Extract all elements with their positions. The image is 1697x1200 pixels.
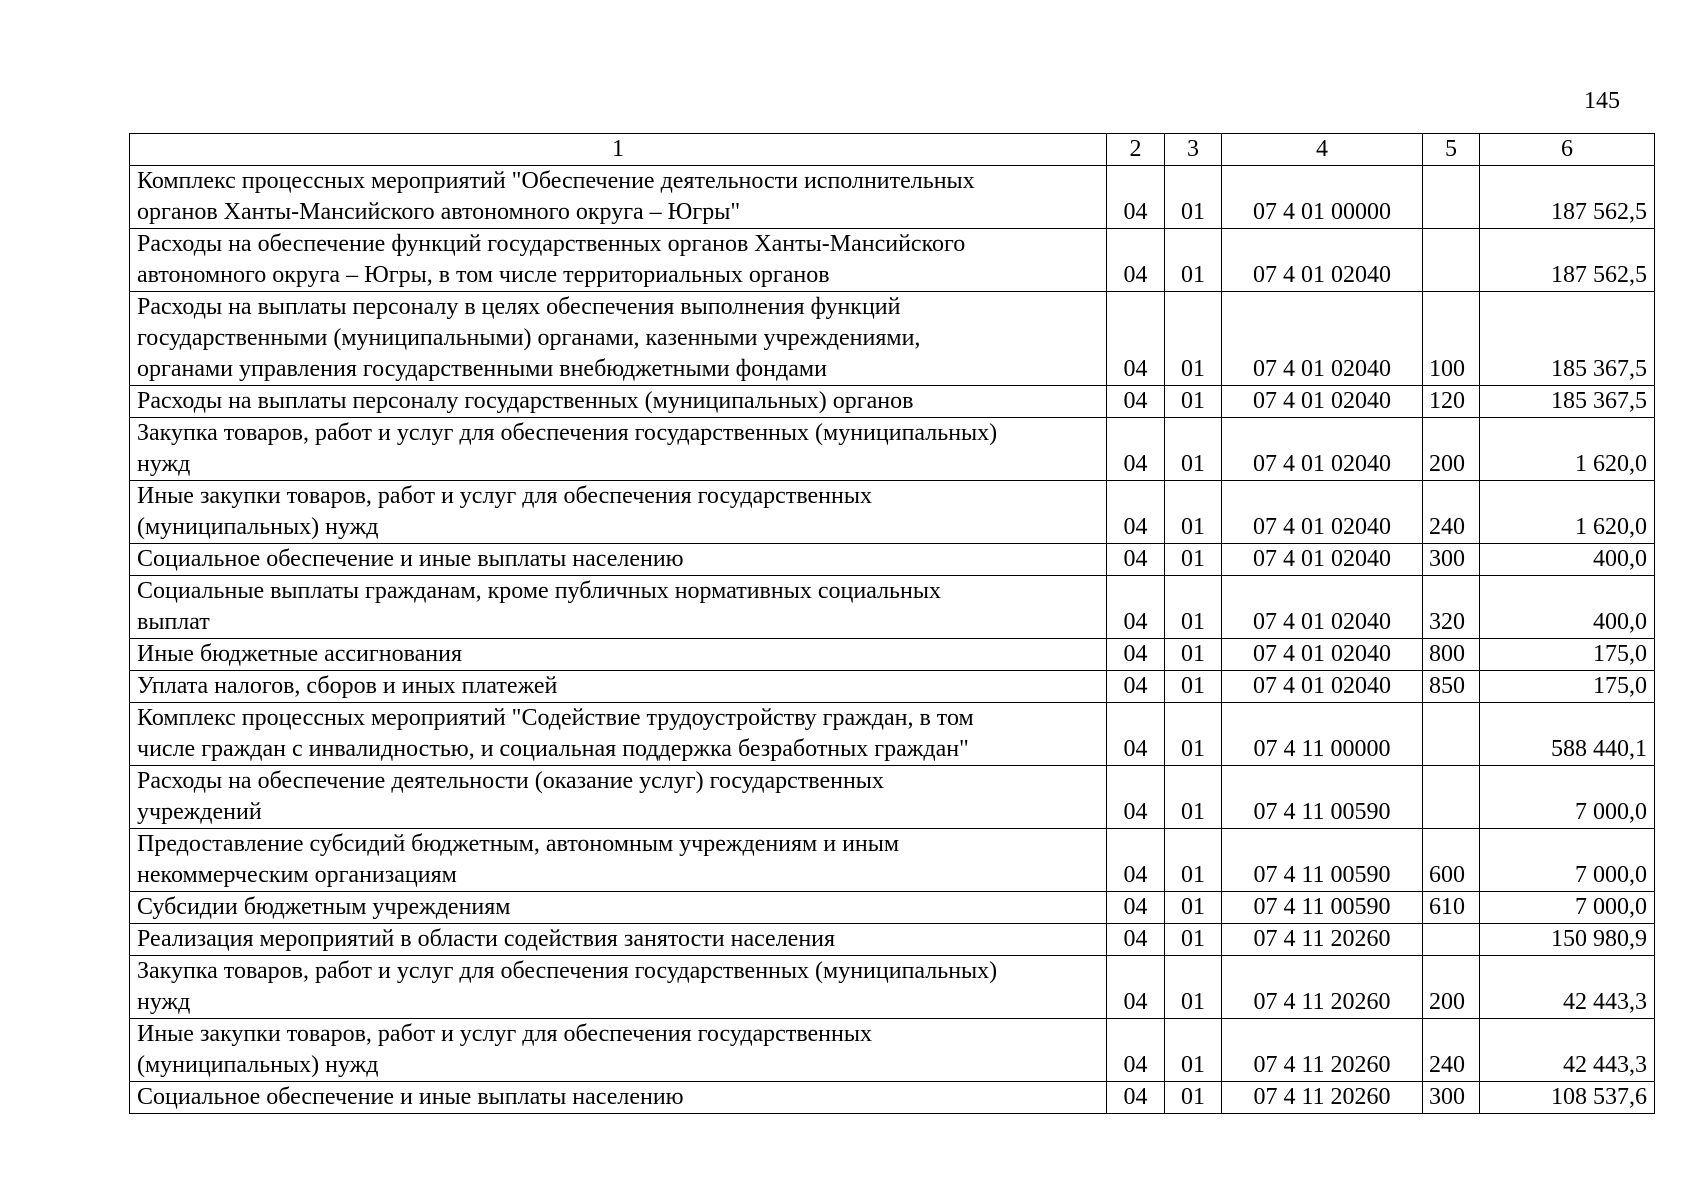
row-description — [130, 292, 1107, 386]
row-amount: 185 367,5 — [1480, 292, 1655, 386]
row-expense-type-code: 240 — [1423, 1019, 1480, 1082]
row-target-article-code: 07 4 11 20260 — [1222, 1082, 1423, 1114]
row-description — [130, 229, 1107, 292]
row-subsection-code: 01 — [1165, 576, 1222, 639]
table-row — [130, 829, 1655, 892]
row-description — [130, 481, 1107, 544]
row-subsection-code: 01 — [1165, 292, 1222, 386]
table-header — [130, 134, 1655, 166]
row-section-code: 04 — [1107, 671, 1165, 703]
row-amount: 7 000,0 — [1480, 766, 1655, 829]
description-line: Иные закупки товаров, работ и услуг для обеспечения государственных — [137, 1021, 872, 1047]
table-row — [130, 703, 1655, 766]
row-amount: 108 537,6 — [1480, 1082, 1655, 1114]
description-line: числе граждан с инвалидностью, и социальная поддержка безработных граждан" — [137, 736, 969, 762]
row-amount: 1 620,0 — [1480, 481, 1655, 544]
row-section-code: 04 — [1107, 829, 1165, 892]
row-expense-type-code — [1423, 766, 1480, 829]
row-section-code: 04 — [1107, 766, 1165, 829]
row-expense-type-code: 600 — [1423, 829, 1480, 892]
description-line: Расходы на обеспечение деятельности (оказание услуг) государственных — [137, 768, 884, 794]
description-line: (муниципальных) нужд — [137, 514, 379, 540]
row-description — [130, 892, 1107, 924]
description-line: Реализация мероприятий в области содействия занятости населения — [137, 926, 836, 952]
description-line: Предоставление субсидий бюджетным, автономным учреждениям и иным — [137, 831, 900, 857]
table-row — [130, 892, 1655, 924]
row-expense-type-code: 100 — [1423, 292, 1480, 386]
row-subsection-code: 01 — [1165, 829, 1222, 892]
description-line: органов Ханты-Мансийского автономного округа – Югры" — [137, 199, 741, 225]
row-expense-type-code — [1423, 703, 1480, 766]
row-target-article-code: 07 4 11 00000 — [1222, 703, 1423, 766]
row-description — [130, 703, 1107, 766]
description-line: Закупка товаров, работ и услуг для обеспечения государственных (муниципальных) — [137, 958, 998, 984]
row-subsection-code: 01 — [1165, 766, 1222, 829]
row-section-code: 04 — [1107, 292, 1165, 386]
table-row — [130, 1019, 1655, 1082]
column-header-5: 5 — [1423, 134, 1480, 166]
table-row — [130, 292, 1655, 386]
row-amount: 1 620,0 — [1480, 418, 1655, 481]
table-row — [130, 1082, 1655, 1114]
row-section-code: 04 — [1107, 703, 1165, 766]
row-description — [130, 544, 1107, 576]
row-subsection-code: 01 — [1165, 671, 1222, 703]
row-section-code: 04 — [1107, 418, 1165, 481]
page-number: 145 — [1584, 88, 1620, 114]
row-subsection-code: 01 — [1165, 386, 1222, 418]
row-target-article-code: 07 4 11 00590 — [1222, 766, 1423, 829]
description-line: Закупка товаров, работ и услуг для обеспечения государственных (муниципальных) — [137, 420, 998, 446]
row-description — [130, 386, 1107, 418]
row-target-article-code: 07 4 01 02040 — [1222, 292, 1423, 386]
table-body — [130, 166, 1655, 1114]
row-description — [130, 956, 1107, 1019]
row-amount: 588 440,1 — [1480, 703, 1655, 766]
row-expense-type-code: 800 — [1423, 639, 1480, 671]
row-amount: 175,0 — [1480, 639, 1655, 671]
row-expense-type-code: 120 — [1423, 386, 1480, 418]
row-section-code: 04 — [1107, 1082, 1165, 1114]
row-description — [130, 166, 1107, 229]
row-target-article-code: 07 4 01 02040 — [1222, 671, 1423, 703]
row-subsection-code: 01 — [1165, 229, 1222, 292]
column-header-6: 6 — [1480, 134, 1655, 166]
description-line: выплат — [137, 609, 210, 635]
description-line: нужд — [137, 451, 191, 477]
row-section-code: 04 — [1107, 481, 1165, 544]
row-description — [130, 1019, 1107, 1082]
row-description — [130, 671, 1107, 703]
table-row — [130, 418, 1655, 481]
row-amount: 187 562,5 — [1480, 166, 1655, 229]
row-description — [130, 576, 1107, 639]
column-header-2: 2 — [1107, 134, 1165, 166]
row-section-code: 04 — [1107, 1019, 1165, 1082]
header-row — [130, 134, 1655, 166]
description-line: Комплекс процессных мероприятий "Обеспечение деятельности исполнительных — [137, 168, 975, 194]
row-expense-type-code — [1423, 166, 1480, 229]
description-line: Социальные выплаты гражданам, кроме публичных нормативных социальных — [137, 578, 941, 604]
row-section-code: 04 — [1107, 166, 1165, 229]
row-amount: 185 367,5 — [1480, 386, 1655, 418]
row-description — [130, 924, 1107, 956]
row-amount: 187 562,5 — [1480, 229, 1655, 292]
row-target-article-code: 07 4 01 02040 — [1222, 639, 1423, 671]
row-target-article-code: 07 4 01 02040 — [1222, 229, 1423, 292]
row-description — [130, 766, 1107, 829]
description-line: Иные бюджетные ассигнования — [137, 641, 462, 667]
table-row — [130, 671, 1655, 703]
description-line: учреждений — [137, 799, 262, 825]
row-amount: 42 443,3 — [1480, 1019, 1655, 1082]
row-expense-type-code: 300 — [1423, 544, 1480, 576]
description-line: Комплекс процессных мероприятий "Содействие трудоустройству граждан, в том — [137, 705, 974, 731]
row-expense-type-code: 850 — [1423, 671, 1480, 703]
column-header-1: 1 — [130, 134, 1107, 166]
row-description — [130, 418, 1107, 481]
row-section-code: 04 — [1107, 386, 1165, 418]
row-target-article-code: 07 4 01 02040 — [1222, 576, 1423, 639]
row-subsection-code: 01 — [1165, 639, 1222, 671]
table-row — [130, 544, 1655, 576]
description-line: государственными (муниципальными) органами, казенными учреждениями, — [137, 325, 921, 351]
row-expense-type-code: 240 — [1423, 481, 1480, 544]
row-section-code: 04 — [1107, 576, 1165, 639]
description-line: Расходы на обеспечение функций государственных органов Ханты-Мансийского — [137, 231, 966, 257]
row-subsection-code: 01 — [1165, 1019, 1222, 1082]
description-line: некоммерческим организациям — [137, 862, 457, 888]
table-row — [130, 576, 1655, 639]
budget-table — [129, 133, 1655, 1114]
row-target-article-code: 07 4 01 02040 — [1222, 481, 1423, 544]
description-line: Субсидии бюджетным учреждениям — [137, 894, 511, 920]
description-line: Иные закупки товаров, работ и услуг для обеспечения государственных — [137, 483, 872, 509]
column-header-4: 4 — [1222, 134, 1423, 166]
row-subsection-code: 01 — [1165, 892, 1222, 924]
row-target-article-code: 07 4 11 20260 — [1222, 924, 1423, 956]
row-expense-type-code: 300 — [1423, 1082, 1480, 1114]
row-amount: 400,0 — [1480, 576, 1655, 639]
row-subsection-code: 01 — [1165, 703, 1222, 766]
row-subsection-code: 01 — [1165, 1082, 1222, 1114]
row-description — [130, 1082, 1107, 1114]
row-target-article-code: 07 4 11 20260 — [1222, 1019, 1423, 1082]
row-target-article-code: 07 4 01 00000 — [1222, 166, 1423, 229]
description-line: (муниципальных) нужд — [137, 1052, 379, 1078]
row-subsection-code: 01 — [1165, 166, 1222, 229]
row-section-code: 04 — [1107, 639, 1165, 671]
row-target-article-code: 07 4 11 00590 — [1222, 829, 1423, 892]
row-section-code: 04 — [1107, 892, 1165, 924]
row-amount: 400,0 — [1480, 544, 1655, 576]
row-expense-type-code: 610 — [1423, 892, 1480, 924]
description-line: Расходы на выплаты персоналу в целях обеспечения выполнения функций — [137, 294, 901, 320]
row-section-code: 04 — [1107, 924, 1165, 956]
table-row — [130, 924, 1655, 956]
row-target-article-code: 07 4 01 02040 — [1222, 386, 1423, 418]
description-line: Социальное обеспечение и иные выплаты населению — [137, 1084, 684, 1110]
row-amount: 150 980,9 — [1480, 924, 1655, 956]
row-target-article-code: 07 4 01 02040 — [1222, 544, 1423, 576]
description-line: автономного округа – Югры, в том числе территориальных органов — [137, 262, 830, 288]
row-section-code: 04 — [1107, 229, 1165, 292]
description-line: органами управления государственными внебюджетными фондами — [137, 356, 827, 382]
row-expense-type-code: 200 — [1423, 956, 1480, 1019]
table-row — [130, 481, 1655, 544]
table-row — [130, 766, 1655, 829]
row-amount: 42 443,3 — [1480, 956, 1655, 1019]
row-amount: 7 000,0 — [1480, 892, 1655, 924]
table-row — [130, 956, 1655, 1019]
description-line: нужд — [137, 989, 191, 1015]
description-line: Уплата налогов, сборов и иных платежей — [137, 673, 558, 699]
row-description — [130, 829, 1107, 892]
table-row — [130, 229, 1655, 292]
row-target-article-code: 07 4 11 20260 — [1222, 956, 1423, 1019]
table-row — [130, 386, 1655, 418]
row-expense-type-code — [1423, 229, 1480, 292]
row-expense-type-code: 200 — [1423, 418, 1480, 481]
column-header-3: 3 — [1165, 134, 1222, 166]
row-expense-type-code — [1423, 924, 1480, 956]
row-amount: 175,0 — [1480, 671, 1655, 703]
row-subsection-code: 01 — [1165, 924, 1222, 956]
table-row — [130, 166, 1655, 229]
description-line: Социальное обеспечение и иные выплаты населению — [137, 546, 684, 572]
row-subsection-code: 01 — [1165, 481, 1222, 544]
row-subsection-code: 01 — [1165, 418, 1222, 481]
row-target-article-code: 07 4 11 00590 — [1222, 892, 1423, 924]
table-row — [130, 639, 1655, 671]
row-target-article-code: 07 4 01 02040 — [1222, 418, 1423, 481]
row-section-code: 04 — [1107, 956, 1165, 1019]
description-line: Расходы на выплаты персоналу государственных (муниципальных) органов — [137, 388, 914, 414]
row-subsection-code: 01 — [1165, 956, 1222, 1019]
row-expense-type-code: 320 — [1423, 576, 1480, 639]
row-amount: 7 000,0 — [1480, 829, 1655, 892]
row-subsection-code: 01 — [1165, 544, 1222, 576]
row-section-code: 04 — [1107, 544, 1165, 576]
row-description — [130, 639, 1107, 671]
